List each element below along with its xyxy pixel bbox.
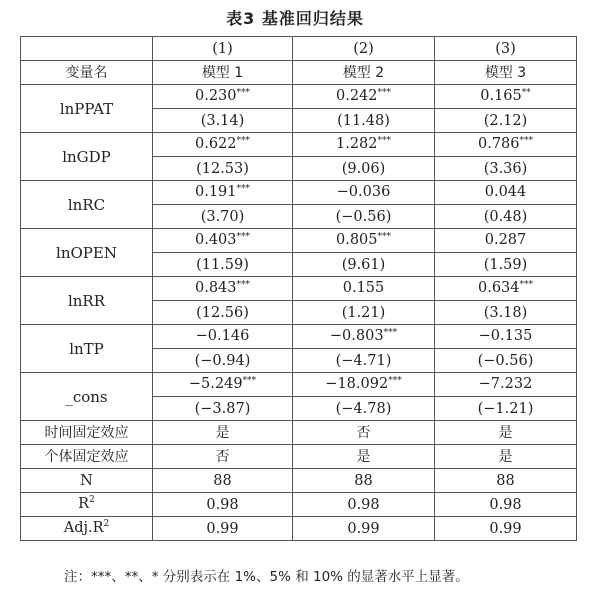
coef-value: 0.191 xyxy=(194,183,237,200)
coef-value: 0.403 xyxy=(194,231,237,248)
n-row xyxy=(21,469,577,493)
coef-row xyxy=(21,373,577,397)
coef-row xyxy=(21,325,577,349)
variable-name: lnGDP xyxy=(21,133,153,181)
t-stat-cell: (−4.71) xyxy=(293,349,435,373)
r2-row xyxy=(21,493,577,517)
stat-label xyxy=(21,493,153,517)
stat-label: 个体固定效应 xyxy=(21,445,153,469)
superscript: 2 xyxy=(89,494,95,505)
t-stat-cell: (0.48) xyxy=(435,205,577,229)
t-stat-cell: (3.36) xyxy=(435,157,577,181)
stat-value: 0.99 xyxy=(153,517,293,541)
coef-value: 0.622 xyxy=(194,135,237,152)
t-stat-cell: (3.70) xyxy=(153,205,293,229)
t-stat-cell: (1.21) xyxy=(293,301,435,325)
model-name: 模型 2 xyxy=(293,61,435,85)
stat-value: 是 xyxy=(435,445,577,469)
significance-stars: *** xyxy=(242,375,257,386)
coef-cell xyxy=(435,133,577,157)
coef-row xyxy=(21,133,577,157)
coef-value: −0.036 xyxy=(336,183,391,200)
coef-value: 1.282 xyxy=(335,135,378,152)
coef-cell xyxy=(153,85,293,109)
coef-value: −5.249 xyxy=(188,375,243,392)
coef-cell xyxy=(435,85,577,109)
coef-cell xyxy=(435,229,577,253)
coef-cell xyxy=(435,325,577,349)
significance-stars: ** xyxy=(521,87,531,98)
superscript: 2 xyxy=(103,518,110,529)
header-blank xyxy=(21,37,153,61)
coef-value: −7.232 xyxy=(478,375,533,392)
stat-value: 是 xyxy=(153,421,293,445)
variable-name: lnRR xyxy=(21,277,153,325)
coef-value: 0.044 xyxy=(484,183,527,200)
coef-row xyxy=(21,277,577,301)
header-row-models xyxy=(21,61,577,85)
table-title: 表3 基准回归结果 xyxy=(226,9,364,28)
stat-value: 是 xyxy=(293,445,435,469)
t-stat-cell: (−0.94) xyxy=(153,349,293,373)
significance-stars: *** xyxy=(236,231,250,242)
t-stat-cell: (3.14) xyxy=(153,109,293,133)
stat-label: N xyxy=(21,469,153,493)
table-note: 注：***、**、* 分别表示在 1%、5% 和 10% 的显著水平上显著。 xyxy=(64,569,469,585)
coef-value: 0.634 xyxy=(477,279,520,296)
t-stat-cell: (12.56) xyxy=(153,301,293,325)
stat-value: 88 xyxy=(153,469,293,493)
significance-stars: *** xyxy=(519,135,533,146)
coef-value: −0.146 xyxy=(195,327,250,344)
t-stat-cell: (−0.56) xyxy=(293,205,435,229)
stat-value: 是 xyxy=(435,421,577,445)
variable-name: lnOPEN xyxy=(21,229,153,277)
coef-cell xyxy=(293,325,435,349)
t-stat-cell: (2.12) xyxy=(435,109,577,133)
t-stat-cell: (−1.21) xyxy=(435,397,577,421)
coef-value: 0.805 xyxy=(335,231,378,248)
significance-stars: *** xyxy=(377,135,391,146)
col-number: (2) xyxy=(293,37,435,61)
indiv-fe-row xyxy=(21,445,577,469)
coef-value: −18.092 xyxy=(325,375,389,392)
significance-stars: *** xyxy=(519,279,533,290)
stat-label-text: Adj.R xyxy=(63,519,104,536)
col-number: (1) xyxy=(153,37,293,61)
variable-name: _cons xyxy=(21,373,153,421)
regression-table xyxy=(20,36,577,541)
coef-cell xyxy=(153,229,293,253)
coef-cell xyxy=(293,181,435,205)
coef-cell xyxy=(293,133,435,157)
stat-value: 否 xyxy=(293,421,435,445)
variable-name: lnPPAT xyxy=(21,85,153,133)
coef-cell xyxy=(293,373,435,397)
coef-cell xyxy=(153,277,293,301)
t-stat-cell: (9.61) xyxy=(293,253,435,277)
stat-label-text: R xyxy=(78,495,90,512)
significance-stars: *** xyxy=(236,183,250,194)
significance-stars: *** xyxy=(236,87,250,98)
stat-label: 时间固定效应 xyxy=(21,421,153,445)
stat-value: 0.98 xyxy=(153,493,293,517)
coef-row xyxy=(21,181,577,205)
coef-row xyxy=(21,229,577,253)
coef-row xyxy=(21,85,577,109)
coef-cell xyxy=(293,277,435,301)
model-name: 模型 1 xyxy=(153,61,293,85)
stat-value: 0.99 xyxy=(435,517,577,541)
stat-label xyxy=(21,517,153,541)
t-stat-cell: (−3.87) xyxy=(153,397,293,421)
t-stat-cell: (−4.78) xyxy=(293,397,435,421)
coef-value: −0.135 xyxy=(478,327,533,344)
variable-name: lnRC xyxy=(21,181,153,229)
coef-cell xyxy=(435,181,577,205)
variable-header: 变量名 xyxy=(21,61,153,85)
coef-cell xyxy=(293,85,435,109)
coef-cell xyxy=(153,325,293,349)
coef-value: 0.230 xyxy=(194,87,237,104)
coef-value: 0.155 xyxy=(342,279,385,296)
t-stat-cell: (9.06) xyxy=(293,157,435,181)
stat-value: 0.98 xyxy=(293,493,435,517)
stat-value: 否 xyxy=(153,445,293,469)
coef-value: 0.287 xyxy=(484,231,527,248)
stat-value: 88 xyxy=(293,469,435,493)
time-fe-row xyxy=(21,421,577,445)
coef-cell xyxy=(293,229,435,253)
t-stat-cell: (1.59) xyxy=(435,253,577,277)
variable-name: lnTP xyxy=(21,325,153,373)
coef-cell xyxy=(435,277,577,301)
model-name: 模型 3 xyxy=(435,61,577,85)
coef-cell xyxy=(153,133,293,157)
coef-value: 0.843 xyxy=(194,279,237,296)
t-stat-cell: (11.59) xyxy=(153,253,293,277)
significance-stars: *** xyxy=(236,279,250,290)
significance-stars: *** xyxy=(236,135,250,146)
coef-value: −0.803 xyxy=(329,327,384,344)
adj-r2-row xyxy=(21,517,577,541)
coef-cell xyxy=(435,373,577,397)
col-number: (3) xyxy=(435,37,577,61)
t-stat-cell: (12.53) xyxy=(153,157,293,181)
significance-stars: *** xyxy=(388,375,402,386)
t-stat-cell: (3.18) xyxy=(435,301,577,325)
stat-value: 0.99 xyxy=(293,517,435,541)
coef-cell xyxy=(153,373,293,397)
t-stat-cell: (−0.56) xyxy=(435,349,577,373)
header-row-numbers xyxy=(21,37,577,61)
significance-stars: *** xyxy=(377,87,391,98)
stat-value: 88 xyxy=(435,469,577,493)
t-stat-cell: (11.48) xyxy=(293,109,435,133)
coef-value: 0.165 xyxy=(480,87,522,104)
significance-stars: *** xyxy=(377,231,391,242)
coef-value: 0.786 xyxy=(477,135,520,152)
coef-cell xyxy=(153,181,293,205)
stat-value: 0.98 xyxy=(435,493,577,517)
significance-stars: *** xyxy=(383,327,398,338)
coef-value: 0.242 xyxy=(335,87,378,104)
